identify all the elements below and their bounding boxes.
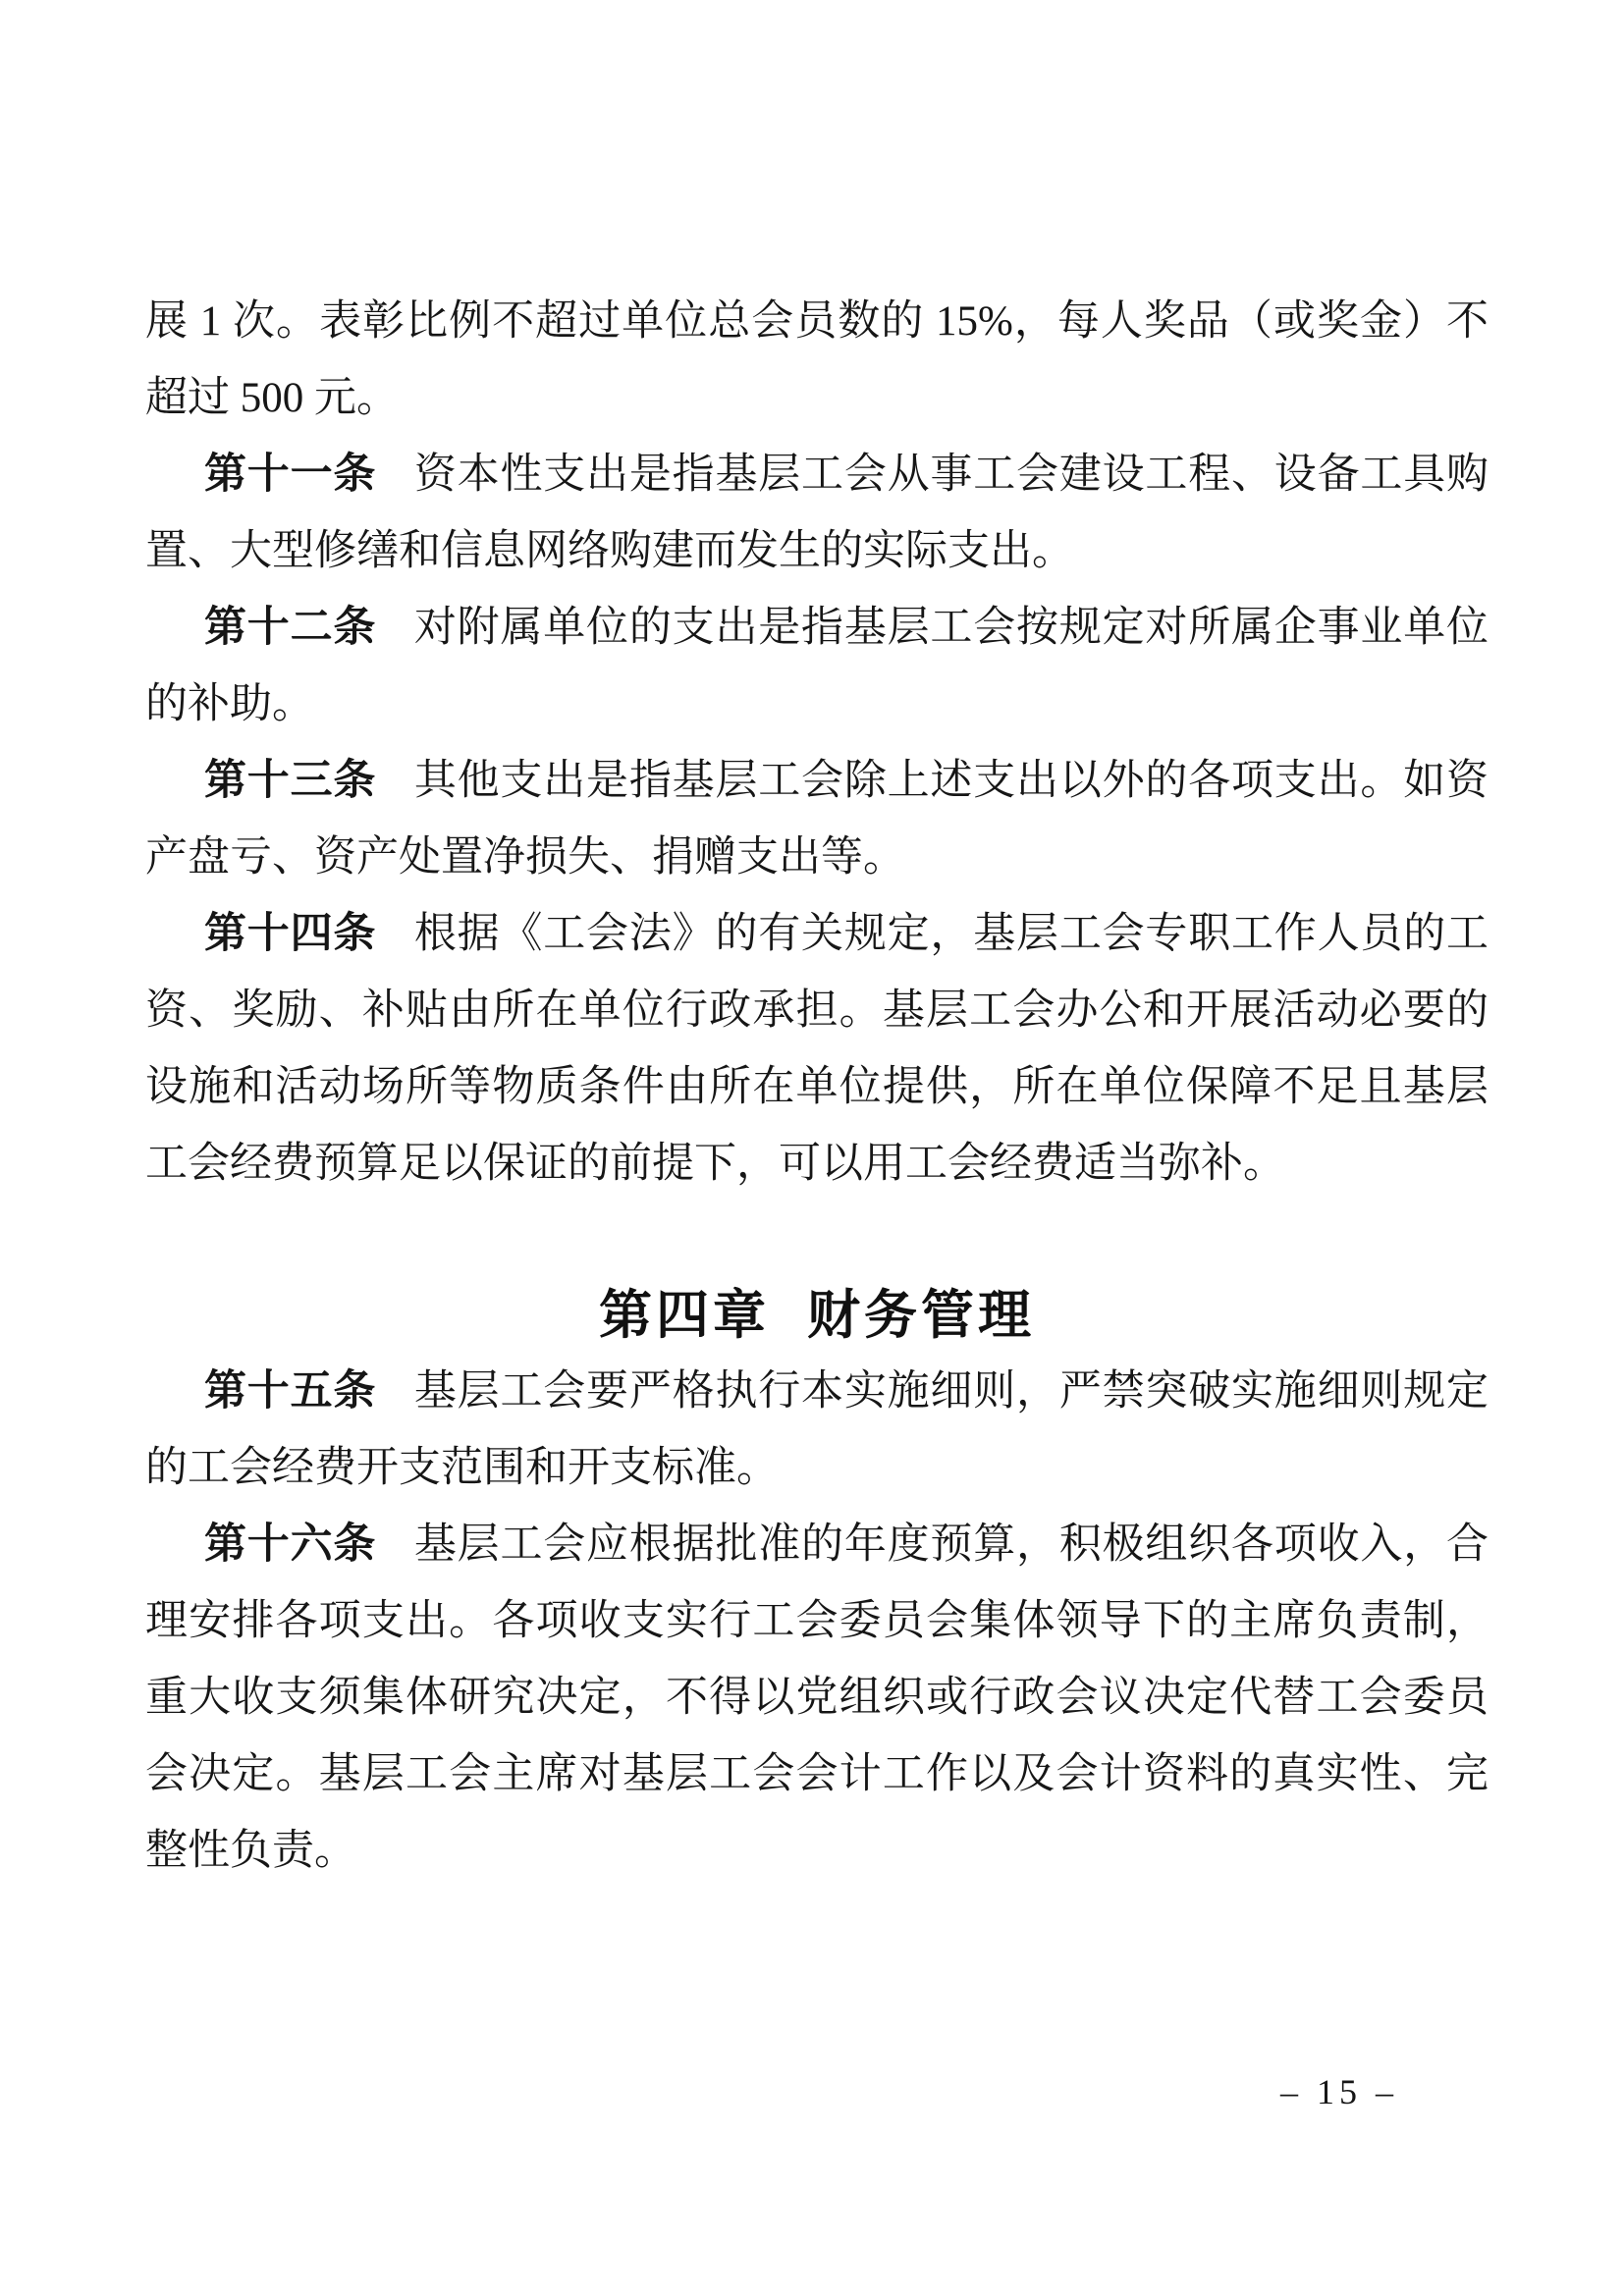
article-number: 第十三条 bbox=[204, 758, 377, 804]
paragraph-text: 基层工会要严格执行本实施细则，严禁突破实施细则规定的工会经费开支范围和开支标准。 bbox=[145, 1368, 1489, 1491]
article-number: 第十二条 bbox=[204, 605, 377, 651]
article-number: 第十一条 bbox=[204, 452, 377, 498]
paragraph-article-15 bbox=[145, 1354, 1489, 1507]
chapter-heading bbox=[145, 1277, 1489, 1354]
paragraph-continuation bbox=[145, 284, 1489, 437]
paragraph-text: 基层工会应根据批准的年度预算，积极组织各项收入，合理安排各项支出。各项收支实行工会委员会集体领导下的主席负责制，重大收支须集体研究决定，不得以党组织或行政会议决定代替工会委员会决定。基层工会主席对基层工会会计工作以及会计资料的真实性、完整性负责。 bbox=[145, 1522, 1489, 1874]
paragraph-article-16 bbox=[145, 1507, 1489, 1890]
paragraph-article-14 bbox=[145, 896, 1489, 1202]
article-number: 第十五条 bbox=[204, 1368, 377, 1415]
paragraph-article-13 bbox=[145, 743, 1489, 896]
paragraph-text: 展 1 次。表彰比例不超过单位总会员数的 15%，每人奖品（或奖金）不超过 500 元。 bbox=[145, 298, 1489, 421]
page-footer bbox=[1280, 2067, 1398, 2116]
document-body bbox=[145, 284, 1489, 1890]
article-number: 第十四条 bbox=[204, 911, 377, 957]
paragraph-text: 其他支出是指基层工会除上述支出以外的各项支出。如资产盘亏、资产处置净损失、捐赠支出等。 bbox=[145, 758, 1489, 881]
paragraph-article-11 bbox=[145, 437, 1489, 590]
paragraph-article-12 bbox=[145, 590, 1489, 743]
paragraph-text: 根据《工会法》的有关规定，基层工会专职工作人员的工资、奖励、补贴由所在单位行政承担。基层工会办公和开展活动必要的设施和活动场所等物质条件由所在单位提供，所在单位保障不足且基层工会经费预算足以保证的前提下，可以用工会经费适当弥补。 bbox=[145, 911, 1489, 1187]
chapter-number: 第四章 bbox=[599, 1286, 770, 1345]
paragraph-text: 对附属单位的支出是指基层工会按规定对所属企事业单位的补助。 bbox=[145, 605, 1489, 727]
page-number: – 15 – bbox=[1280, 2072, 1398, 2111]
paragraph-text: 资本性支出是指基层工会从事工会建设工程、设备工具购置、大型修缮和信息网络购建而发生的实际支出。 bbox=[145, 452, 1489, 574]
article-number: 第十六条 bbox=[204, 1522, 377, 1568]
chapter-title: 财务管理 bbox=[807, 1286, 1035, 1345]
